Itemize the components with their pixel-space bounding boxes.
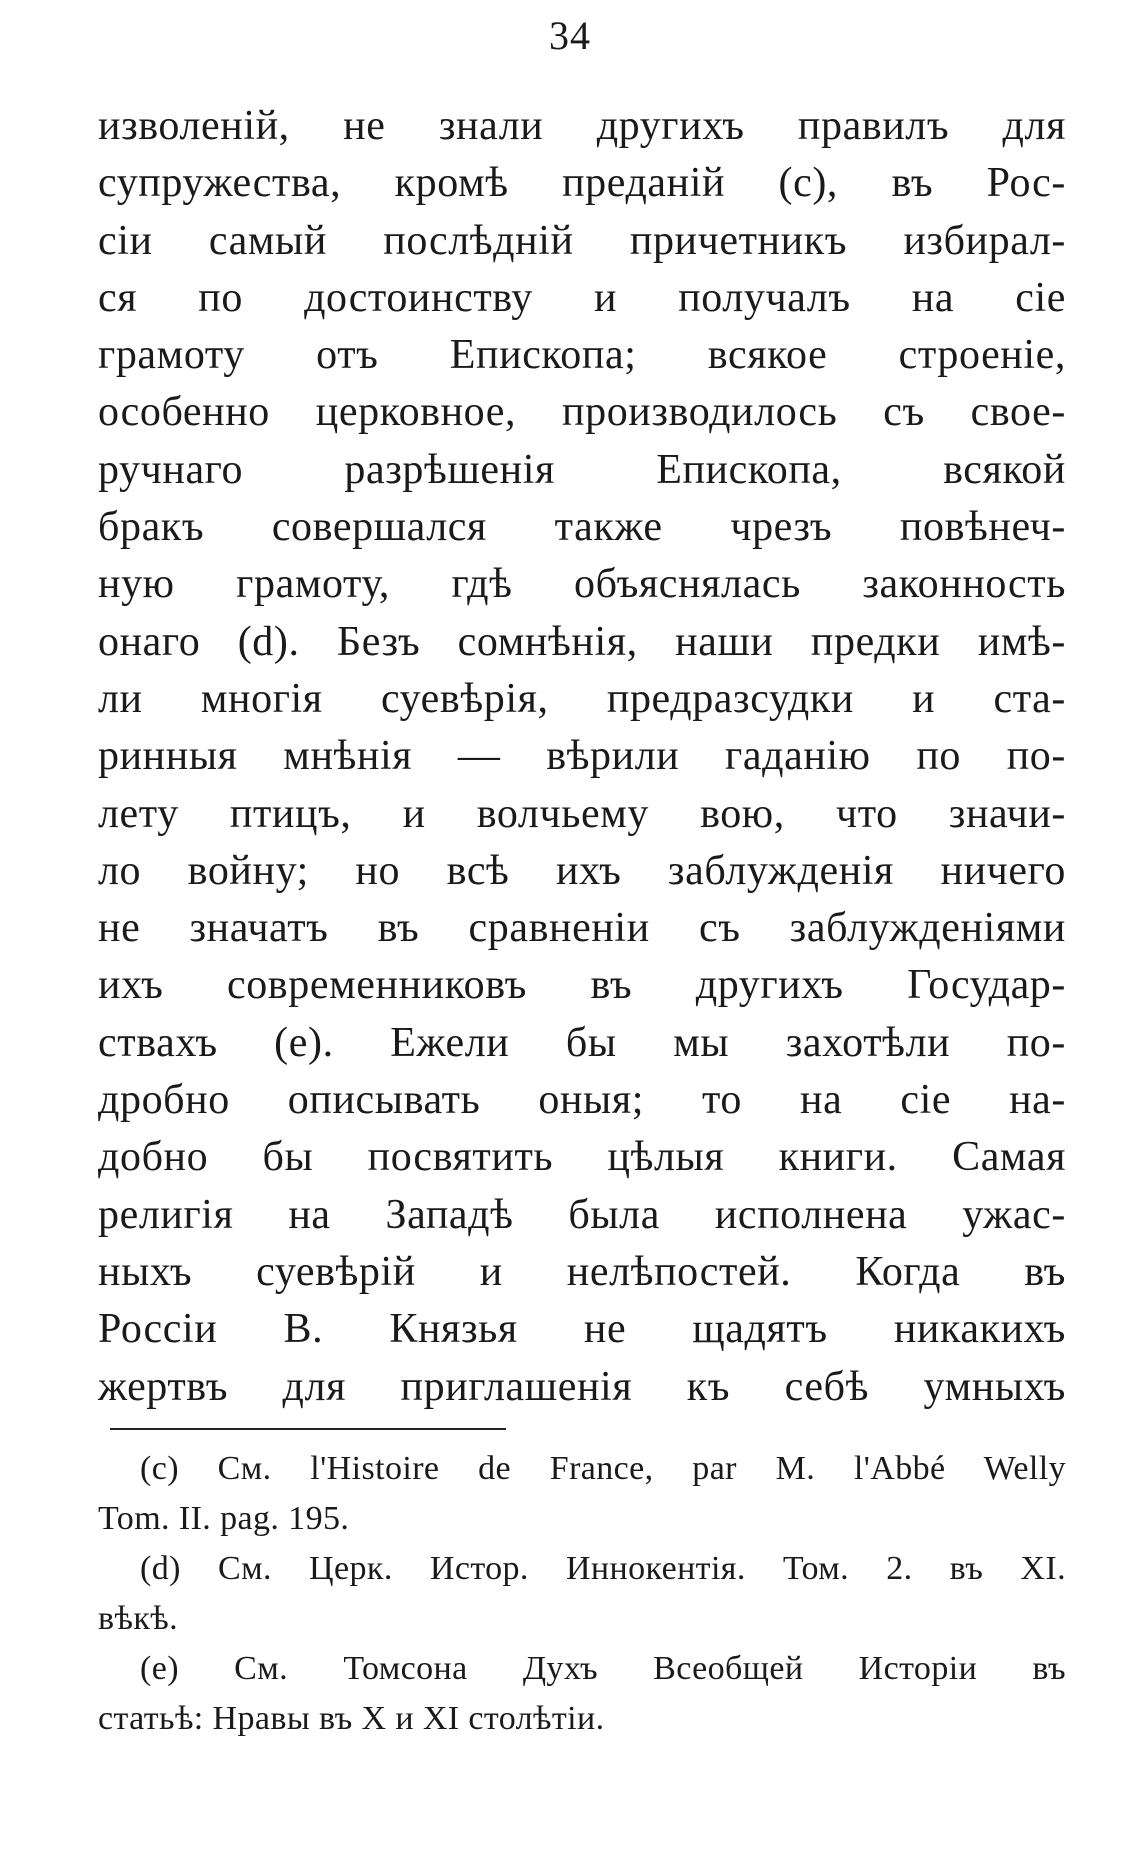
text-line: не значатъ въ сравненіи съ заблужденіями xyxy=(98,905,1066,952)
footnotes xyxy=(98,1444,1066,1744)
text-line: онаго (d). Безъ сомнѣнія, наши предки имѣ- xyxy=(98,618,1066,665)
footnote-c xyxy=(98,1444,1066,1544)
text-line: особенно церковное, производилось съ свое- xyxy=(98,389,1066,436)
text-line: супружества, кромѣ преданій (с), въ Рос- xyxy=(98,160,1066,207)
text-line: ную грамоту, гдѣ объяснялась законность xyxy=(98,561,1066,608)
text-line: ся по достоинству и получалъ на сіе xyxy=(98,274,1066,321)
text-line: ринныя мнѣнія — вѣрили гаданію по по- xyxy=(98,733,1066,780)
footnote-text: вѣкѣ. xyxy=(98,1600,178,1637)
footnote-e xyxy=(98,1644,1066,1744)
text-line: религія на Западѣ была исполнена ужас- xyxy=(98,1191,1066,1238)
footnote-text: (d) См. Церк. Истор. Иннокентія. Том. 2. въ XI. xyxy=(140,1550,1066,1587)
text-line: дробно описывать оныя; то на сіе на- xyxy=(98,1077,1066,1124)
text-line: грамоту отъ Епископа; всякое строеніе, xyxy=(98,332,1066,379)
text-line: ло войну; но всѣ ихъ заблужденія ничего xyxy=(98,847,1066,894)
text-line: жертвъ для приглашенія къ себѣ умныхъ xyxy=(98,1363,1066,1410)
text-line: ствахъ (е). Ежели бы мы захотѣли по- xyxy=(98,1019,1066,1066)
footnote-text: Tom. II. pag. 195. xyxy=(98,1500,350,1537)
page-number: 34 xyxy=(549,13,591,58)
footnote-text: (е) См. Томсона Духъ Всеобщей Исторіи въ xyxy=(140,1650,1066,1687)
text-line: ли многія суевѣрія, предразсудки и ста- xyxy=(98,675,1066,722)
text-line: лету птицъ, и волчьему вою, что значи- xyxy=(98,790,1066,837)
footnote-text: статьѣ: Нравы въ X и XI столѣтіи. xyxy=(98,1700,605,1737)
text-line: сіи самый послѣдній причетникъ избирал- xyxy=(98,217,1066,264)
text-line: ныхъ суевѣрій и нелѣпостей. Когда въ xyxy=(98,1248,1066,1295)
body-text xyxy=(98,98,1066,1416)
text-line: изволеній, не знали другихъ правилъ для xyxy=(98,103,1066,149)
text-line: бракъ совершался также чрезъ повѣнеч- xyxy=(98,504,1066,551)
text-line: Россіи В. Князья не щадятъ никакихъ xyxy=(98,1306,1066,1353)
footnote-d xyxy=(98,1544,1066,1644)
text-line: ручнаго разрѣшенія Епископа, всякой xyxy=(98,446,1066,493)
text-line: ихъ современниковъ въ другихъ Государ- xyxy=(98,962,1066,1009)
footnote-text: (с) См. l'Histoire de France, par M. l'Abbé Welly xyxy=(140,1450,1066,1487)
footnote-divider xyxy=(110,1428,506,1430)
text-line: добно бы посвятить цѣлыя книги. Самая xyxy=(98,1134,1066,1181)
